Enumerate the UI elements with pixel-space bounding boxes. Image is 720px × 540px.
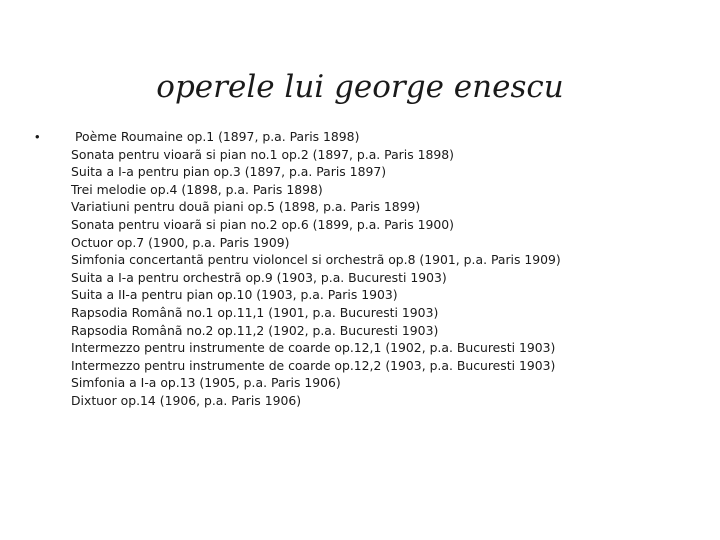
work-item: Sonata pentru vioarã si pian no.1 op.2 (1897, p.a. Paris 1898)	[71, 146, 454, 162]
works-list	[71, 128, 561, 410]
work-item: Rapsodia Românã no.2 op.11,2 (1902, p.a. Bucuresti 1903)	[71, 322, 439, 338]
work-item: Suita a II-a pentru pian op.10 (1903, p.a. Paris 1903)	[71, 287, 398, 303]
work-item: Octuor op.7 (1900, p.a. Paris 1909)	[71, 234, 290, 250]
work-item: Simfonia concertantã pentru violoncel si orchestrã op.8 (1901, p.a. Paris 1909)	[71, 252, 561, 268]
work-item: Sonata pentru vioarã si pian no.2 op.6 (1899, p.a. Paris 1900)	[71, 216, 454, 232]
work-item: Rapsodia Românã no.1 op.11,1 (1901, p.a. Bucuresti 1903)	[71, 304, 439, 320]
work-item: Suita a I-a pentru orchestrã op.9 (1903, p.a. Bucuresti 1903)	[71, 269, 447, 285]
slide-title: operele lui george enescu	[156, 68, 564, 105]
work-item: Suita a I-a pentru pian op.3 (1897, p.a. Paris 1897)	[71, 164, 387, 180]
work-item: Intermezzo pentru instrumente de coarde op.12,2 (1903, p.a. Bucuresti 1903)	[71, 357, 556, 373]
work-item: Intermezzo pentru instrumente de coarde op.12,1 (1902, p.a. Bucuresti 1903)	[71, 340, 556, 356]
work-item: Poème Roumaine op.1 (1897, p.a. Paris 1898)	[75, 129, 360, 144]
work-item: Variatiuni pentru douã piani op.5 (1898, p.a. Paris 1899)	[71, 199, 421, 215]
bullet-marker: •	[35, 129, 40, 144]
work-item: Trei melodie op.4 (1898, p.a. Paris 1898)	[71, 181, 323, 197]
work-item: Simfonia a I-a op.13 (1905, p.a. Paris 1906)	[71, 375, 341, 391]
work-item: Dixtuor op.14 (1906, p.a. Paris 1906)	[71, 392, 302, 408]
